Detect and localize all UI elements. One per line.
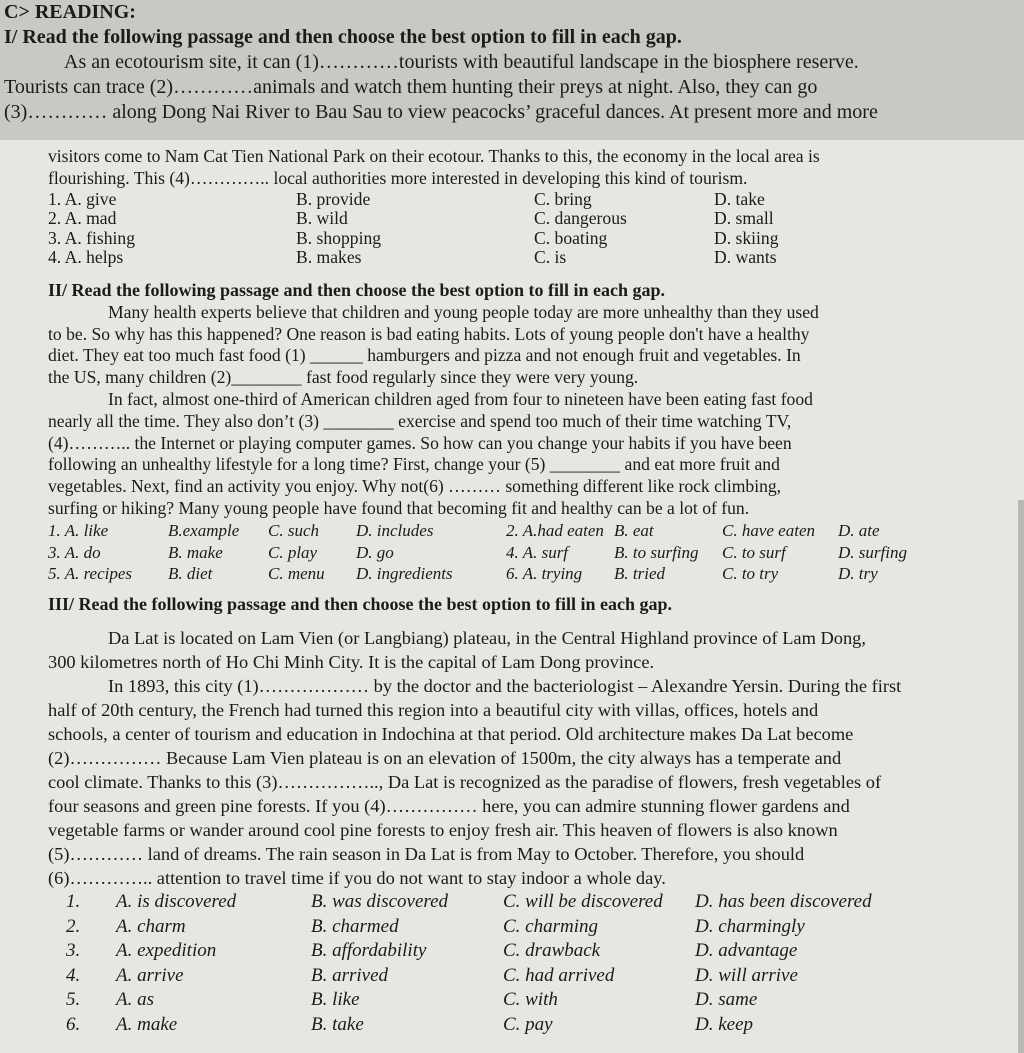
option: B. provide xyxy=(296,188,371,209)
option: B. wild xyxy=(296,208,348,229)
part2-section xyxy=(48,280,963,585)
option: C. will be discovered xyxy=(503,891,663,912)
part2-line: following an unhealthy lifestyle for a long time? First, change your (5) ________ and eat more fruit and xyxy=(48,454,780,475)
option: D. same xyxy=(695,989,758,1010)
part3-line: four seasons and green pine forests. If you (4)…………… here, you can admire stunning flower gardens and xyxy=(48,796,850,816)
option: B. arrived xyxy=(311,964,389,986)
part1-continued xyxy=(48,146,963,268)
part3-line: (5)………… land of dreams. The rain season in Da Lat is from May to October. Therefore, you should xyxy=(48,844,805,864)
option: C. such xyxy=(268,520,319,540)
option: C. have eaten xyxy=(722,520,815,540)
option: C. play xyxy=(268,542,318,562)
option: B.example xyxy=(168,520,240,540)
option: B. shopping xyxy=(296,227,382,248)
option: C. pay xyxy=(503,1013,553,1035)
option: C. drawback xyxy=(503,940,601,961)
header-band xyxy=(0,0,1024,140)
option: 2. A.had eaten xyxy=(506,520,604,540)
option: 3. A. do xyxy=(48,542,101,562)
option: C. to try xyxy=(722,564,779,584)
part1-title: I/ Read the following passage and then choose the best option to fill in each gap. xyxy=(4,26,682,48)
option: C. to surf xyxy=(722,542,786,562)
option: A. arrive xyxy=(116,964,184,986)
option: 4. A. helps xyxy=(48,247,124,268)
part3-section xyxy=(48,592,963,1037)
part3-line: (2)…………… Because Lam Vien plateau is on an elevation of 1500m, the city always has a temperate and xyxy=(48,748,842,768)
option: B. like xyxy=(311,989,360,1010)
option: B. make xyxy=(168,542,223,562)
question-number: 1. xyxy=(66,891,81,912)
option: B. eat xyxy=(614,520,654,540)
option: D. keep xyxy=(695,1013,754,1035)
option: C. bring xyxy=(534,188,592,209)
question-number: 6. xyxy=(66,1013,81,1035)
option: B. makes xyxy=(296,247,362,268)
option: D. go xyxy=(356,542,394,562)
part3-line: Da Lat is located on Lam Vien (or Langbiang) plateau, in the Central Highland province of Lam Dong, xyxy=(108,628,866,648)
option: D. charmingly xyxy=(695,915,805,937)
option: A. charm xyxy=(116,915,186,937)
option: 5. A. recipes xyxy=(48,564,133,584)
question-number: 4. xyxy=(66,964,81,986)
option: C. is xyxy=(534,247,567,268)
part3-line: 300 kilometres north of Ho Chi Minh City. It is the capital of Lam Dong province. xyxy=(48,652,655,672)
option: A. as xyxy=(116,989,154,1010)
part2-line: nearly all the time. They also don’t (3) ________ exercise and spend too much of their time watching TV, xyxy=(48,410,792,431)
option: D. ingredients xyxy=(356,564,453,584)
question-number: 5. xyxy=(66,989,81,1010)
option: C. boating xyxy=(534,227,608,248)
part2-title: II/ Read the following passage and then choose the best option to fill in each gap. xyxy=(48,280,666,300)
part1-line: As an ecotourism site, it can (1)…………tourists with beautiful landscape in the biosphere reserve. xyxy=(64,51,859,73)
reading-heading: C> READING: xyxy=(4,1,136,23)
part3-options xyxy=(66,890,963,1037)
part3-line: cool climate. Thanks to this (3)…………….., Da Lat is recognized as the paradise of flowers, fresh vegetables of xyxy=(48,772,882,792)
part3-line: (6)………….. attention to travel time if you do not want to stay indoor a whole day. xyxy=(48,868,666,888)
option: D. try xyxy=(838,564,878,584)
option: 4. A. surf xyxy=(506,542,569,562)
option: D. wants xyxy=(714,247,777,268)
option: C. dangerous xyxy=(534,208,627,229)
option: D. surfing xyxy=(838,542,907,562)
option: 3. A. fishing xyxy=(48,227,135,248)
option: D. advantage xyxy=(695,940,798,961)
part2-line: to be. So why has this happened? One reason is bad eating habits. Lots of young people don't have a healthy xyxy=(48,323,810,344)
option: C. with xyxy=(503,989,558,1010)
option: D. skiing xyxy=(714,227,779,248)
part2-line: surfing or hiking? Many young people have found that becoming fit and healthy can be a lot of fun. xyxy=(48,497,750,518)
option: D. small xyxy=(714,208,774,229)
question-number: 2. xyxy=(66,915,81,937)
part2-line: Many health experts believe that children and young people today are more unhealthy than they used xyxy=(108,301,819,322)
option: C. menu xyxy=(268,564,325,584)
part2-line: In fact, almost one-third of American children aged from four to nineteen have been eating fast food xyxy=(108,388,813,409)
option: B. charmed xyxy=(311,915,399,937)
option: B. affordability xyxy=(311,940,427,961)
part2-line: the US, many children (2)________ fast food regularly since they were very young. xyxy=(48,367,639,388)
part3-line: half of 20th century, the French had turned this region into a beautiful city with villas, offices, hotels and xyxy=(48,700,819,720)
option: B. diet xyxy=(168,564,213,584)
option: 6. A. trying xyxy=(506,564,583,584)
option: C. had arrived xyxy=(503,964,615,986)
option: 1. A. like xyxy=(48,520,109,540)
option: B. to surfing xyxy=(614,542,699,562)
option: 1. A. give xyxy=(48,188,117,209)
part1-line: (3)………… along Dong Nai River to Bau Sau to view peacocks’ graceful dances. At present more and more xyxy=(4,101,878,123)
part2-options xyxy=(48,520,963,585)
option: C. charming xyxy=(503,915,598,937)
option: D. ate xyxy=(838,520,880,540)
worksheet-page xyxy=(0,140,1024,1053)
part3-line: In 1893, this city (1)……………… by the doctor and the bacteriologist – Alexandre Yersin. During the first xyxy=(108,676,902,696)
option: A. expedition xyxy=(116,940,217,961)
part2-line: diet. They eat too much fast food (1) ______ hamburgers and pizza and not enough fruit and vegetables. In xyxy=(48,345,801,366)
part3-line: vegetable farms or wander around cool pine forests to enjoy fresh air. This heaven of flowers is also known xyxy=(48,820,838,840)
option: B. take xyxy=(311,1013,364,1035)
option: D. has been discovered xyxy=(695,891,872,912)
option: D. includes xyxy=(356,520,434,540)
part1-options xyxy=(48,190,963,268)
part2-line: (4)……….. the Internet or playing computer games. So how can you change your habits if you have been xyxy=(48,432,792,453)
page-edge-shadow xyxy=(1018,500,1024,1053)
part1-line: Tourists can trace (2)…………animals and watch them hunting their preys at night. Also, they can go xyxy=(4,76,818,98)
part3-title: III/ Read the following passage and then choose the best option to fill in each gap. xyxy=(48,594,673,614)
option: A. make xyxy=(116,1013,178,1035)
option: A. is discovered xyxy=(116,891,237,912)
option: D. take xyxy=(714,188,765,209)
part1-line: flourishing. This (4)………….. local authorities more interested in developing this kind of tourism. xyxy=(48,167,748,188)
option: 2. A. mad xyxy=(48,208,117,229)
option: D. will arrive xyxy=(695,964,798,986)
part2-line: vegetables. Next, find an activity you enjoy. Why not(6) ……… something different like rock climbing, xyxy=(48,476,782,497)
question-number: 3. xyxy=(66,940,81,961)
part3-line: schools, a center of tourism and education in Indochina at that period. Old architecture makes Da Lat become xyxy=(48,724,854,744)
option: B. was discovered xyxy=(311,891,449,912)
part1-line: visitors come to Nam Cat Tien National Park on their ecotour. Thanks to this, the economy in the local area is xyxy=(48,146,820,166)
option: B. tried xyxy=(614,564,665,584)
